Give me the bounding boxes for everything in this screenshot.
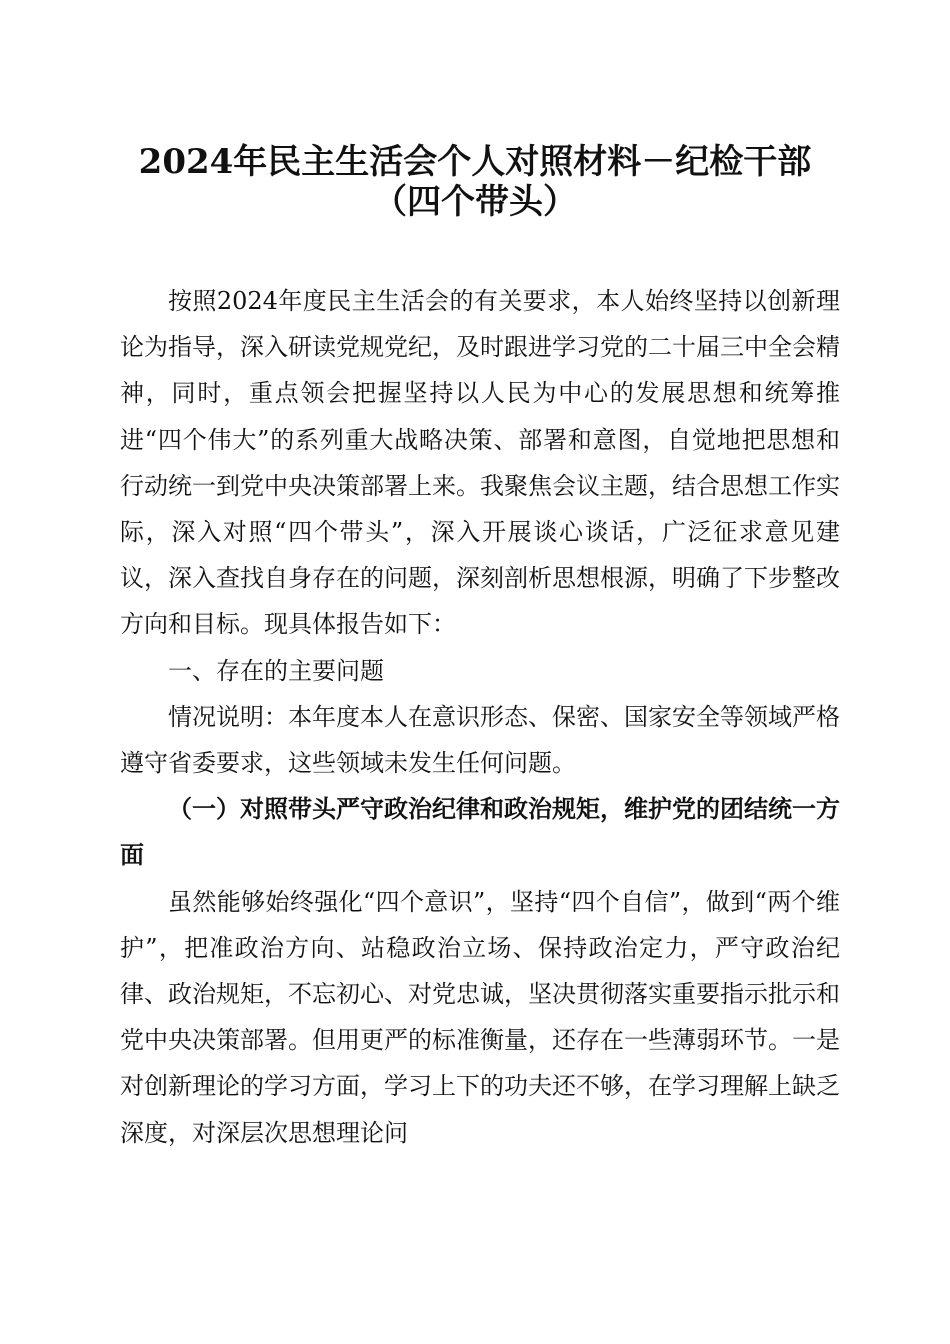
document-title: 2024年民主生活会个人对照材料－纪检干部 [138,142,812,182]
subsection-heading: （一）对照带头严守政治纪律和政治规矩，维护党的团结统一方面 [120,794,840,870]
intro-paragraph: 按照2024年度民主生活会的有关要求，本人始终坚持以创新理论为指导，深入研读党规党纪，及时跟进学习党的二十届三中全会精神，同时，重点领会把握坚持以人民为中心的发展思想和统筹推进“四个伟大”的系列重大战略决策、部署和意图，自觉地把思想和行动统一到党中央决策部署上来。我聚焦会议主题，结合思想工作实际，深入对照“四个带头”，深入开展谈心谈话，广泛征求意见建议，深入查找自身存在的问题，深刻剖析思想根源，明确了下步整改方向和目标。现具体报告如下： [120,287,840,639]
situation-note-paragraph: 情况说明：本年度本人在意识形态、保密、国家安全等领域严格遵守省委要求，这些领域未发生任何问题。 [120,702,840,778]
section-heading: 一、存在的主要问题 [168,656,384,685]
body-paragraph: 虽然能够始终强化“四个意识”，坚持“四个自信”，做到“两个维护”，把准政治方向、站稳政治立场、保持政治定力，严守政治纪律、政治规矩，不忘初心、对党忠诚，坚决贯彻落实重要指示批示和党中央决策部署。但用更严的标准衡量，还存在一些薄弱环节。一是对创新理论的学习方面，学习上下的功夫还不够，在学习理解上缺乏深度，对深层次思想理论问 [120,887,840,1147]
document-body [120,278,840,1156]
document-subtitle: （四个带头） [373,182,577,222]
